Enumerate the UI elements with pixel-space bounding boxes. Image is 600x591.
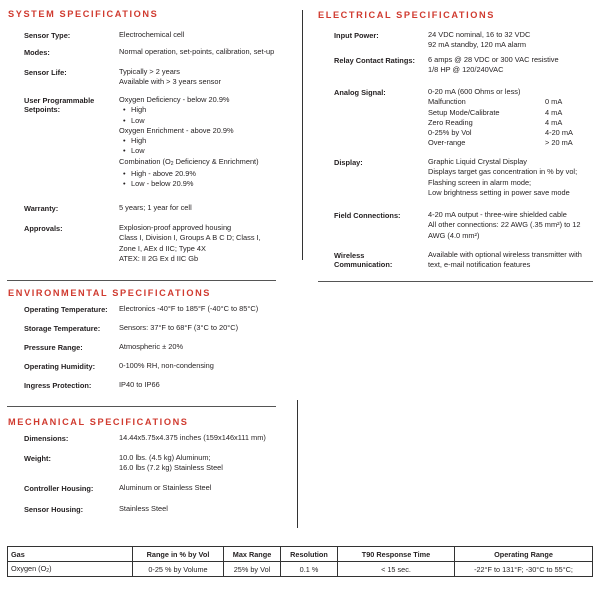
deficiency-low: • Low: [119, 116, 259, 126]
display-line: Displays target gas concentration in % by vol;: [428, 167, 578, 177]
deficiency-high: • High: [119, 105, 259, 115]
sensor-housing-value: Stainless Steel: [119, 504, 168, 513]
approvals-label: Approvals:: [24, 224, 63, 233]
display-label: Display:: [334, 158, 363, 167]
display-line: Low brightness setting in power save mode: [428, 187, 570, 197]
wireless-line: Available with optional wireless transmitter with: [428, 250, 582, 259]
pressure-range-value: Atmospheric ± 20%: [119, 342, 184, 351]
table-header-row: [8, 547, 593, 562]
analog-row: Over-range > 20 mA: [428, 138, 573, 148]
oxygen-enrichment: Oxygen Enrichment - above 20.9%: [119, 125, 234, 135]
enrichment-high: • High: [119, 136, 259, 146]
sensor-life-line: Typically > 2 years: [119, 67, 180, 76]
field-connections-label: Field Connections:: [334, 211, 401, 220]
combination-low: • Low - below 20.9%: [119, 179, 259, 189]
sensor-type-value: Electrochemical cell: [119, 30, 185, 39]
input-power-label: Input Power:: [334, 31, 379, 40]
display-line: Flashing screen in alarm mode;: [428, 177, 532, 187]
cell-resolution: 0.1 %: [281, 562, 338, 577]
analog-row: 0-25% by Vol 4-20 mA: [428, 128, 573, 138]
wireless-value: [428, 250, 582, 271]
ingress-protection-label: Ingress Protection:: [24, 381, 92, 390]
environmental-specs-title: ENVIRONMENTAL SPECIFICATIONS: [8, 288, 212, 298]
analog-row: Malfunction 0 mA: [428, 97, 563, 107]
electrical-specs-title: ELECTRICAL SPECIFICATIONS: [318, 10, 495, 20]
header-t90: T90 Response Time: [338, 547, 455, 562]
combination-high: • High - above 20.9%: [119, 169, 259, 179]
relay-ratings-label: Relay Contact Ratings:: [334, 56, 415, 65]
setpoints-label-line: User Programmable: [24, 96, 95, 105]
cell-max-range: 25% by Vol: [224, 562, 281, 577]
pressure-range-label: Pressure Range:: [24, 343, 83, 352]
setpoints-label-line: Setpoints:: [24, 105, 61, 114]
analog-range: 0-20 mA (600 Ohms or less): [428, 87, 521, 96]
relay-line: 1/8 HP @ 120/240VAC: [428, 65, 504, 75]
modes-value: Normal operation, set-points, calibration, set-up: [119, 47, 275, 56]
wireless-label: [334, 251, 392, 269]
wireless-line: text, e-mail notification features: [428, 260, 531, 270]
sensor-life-value: [119, 67, 221, 88]
weight-line: 10.0 lbs. (4.5 kg) Aluminum;: [119, 453, 211, 462]
table-row: [8, 562, 593, 577]
field-connections-value: [428, 210, 581, 241]
header-range: Range in % by Vol: [133, 547, 224, 562]
input-power-line: 92 mA standby, 120 mA alarm: [428, 40, 527, 50]
dimensions-label: Dimensions:: [24, 434, 69, 443]
analog-signal-value: [428, 87, 573, 149]
analog-signal-label: Analog Signal:: [334, 88, 386, 97]
header-gas: Gas: [8, 547, 133, 562]
header-operating-range: Operating Range: [455, 547, 593, 562]
enrichment-low: • Low: [119, 146, 259, 156]
header-resolution: Resolution: [281, 547, 338, 562]
relay-line: 6 amps @ 28 VDC or 300 VAC resistive: [428, 55, 559, 64]
divider: [7, 280, 276, 281]
approvals-line: Class I, Division I, Groups A B C D; Class I,: [119, 233, 261, 243]
weight-value: [119, 453, 223, 474]
setpoints-label: [24, 96, 94, 114]
analog-row: Setup Mode/Calibrate 4 mA: [428, 107, 563, 117]
modes-label: Modes:: [24, 48, 50, 57]
warranty-value: 5 years; 1 year for cell: [119, 203, 192, 212]
approvals-value: [119, 223, 261, 264]
divider: [318, 281, 593, 282]
operating-temperature-value: Electronics -40°F to 185°F (-40°C to 85°C): [119, 304, 259, 313]
header-max-range: Max Range: [224, 547, 281, 562]
sensor-life-line: Available with > 3 years sensor: [119, 77, 221, 87]
sensor-housing-label: Sensor Housing:: [24, 505, 84, 514]
display-value: [428, 157, 577, 198]
system-specs-title: SYSTEM SPECIFICATIONS: [8, 9, 159, 19]
cell-gas: Oxygen $(O_2)$: [8, 562, 133, 577]
weight-line: 16.0 lbs (7.2 kg) Stainless Steel: [119, 463, 223, 473]
setpoints-value: [119, 95, 259, 190]
mechanical-specs-title: MECHANICAL SPECIFICATIONS: [8, 417, 189, 427]
controller-housing-value: Aluminum or Stainless Steel: [119, 483, 212, 492]
cell-t90: < 15 sec.: [338, 562, 455, 577]
storage-temperature-label: Storage Temperature:: [24, 324, 101, 333]
operating-temperature-label: Operating Temperature:: [24, 305, 108, 314]
cell-operating-range: -22°F to 131°F; -30°C to 55°C;: [455, 562, 593, 577]
sensor-life-label: Sensor Life:: [24, 68, 67, 77]
operating-humidity-label: Operating Humidity:: [24, 362, 96, 371]
input-power-value: [428, 30, 530, 51]
operating-humidity-value: 0-100% RH, non-condensing: [119, 361, 214, 370]
input-power-line: 24 VDC nominal, 16 to 32 VDC: [428, 30, 531, 39]
warranty-label: Warranty:: [24, 204, 59, 213]
sensor-type-label: Sensor Type:: [24, 31, 71, 40]
dimensions-value: 14.44x5.75x4.375 inches (159x146x111 mm): [119, 433, 266, 442]
storage-temperature-value: Sensors: 37°F to 68°F (3°C to 20°C): [119, 323, 239, 332]
field-line: AWG (4.0 mm²): [428, 230, 480, 240]
cell-range: 0-25 % by Volume: [133, 562, 224, 577]
relay-ratings-value: [428, 55, 559, 76]
combination: Combination ($O_2$ Deficiency & Enrichment): [119, 156, 259, 167]
column-divider: [302, 10, 303, 260]
weight-label: Weight:: [24, 454, 51, 463]
approvals-line: ATEX: II 2G Ex d IIC Gb: [119, 253, 199, 263]
gas-table: [7, 546, 593, 577]
approvals-line: Explosion-proof approved housing: [119, 223, 232, 232]
field-line: 4-20 mA output - three-wire shielded cable: [428, 210, 567, 219]
controller-housing-label: Controller Housing:: [24, 484, 94, 493]
field-line: All other connections: 22 AWG (.35 mm²) to 12: [428, 220, 581, 230]
divider: [7, 406, 276, 407]
analog-row: Zero Reading 4 mA: [428, 117, 563, 127]
approvals-line: Zone I, AEx d IIC; Type 4X: [119, 243, 206, 253]
wireless-label-line: Communication:: [334, 260, 393, 269]
oxygen-deficiency: Oxygen Deficiency - below 20.9%: [119, 95, 230, 104]
ingress-protection-value: IP40 to IP66: [119, 380, 160, 389]
wireless-label-line: Wireless: [334, 251, 365, 260]
column-divider: [297, 400, 298, 528]
display-line: Graphic Liquid Crystal Display: [428, 157, 527, 166]
